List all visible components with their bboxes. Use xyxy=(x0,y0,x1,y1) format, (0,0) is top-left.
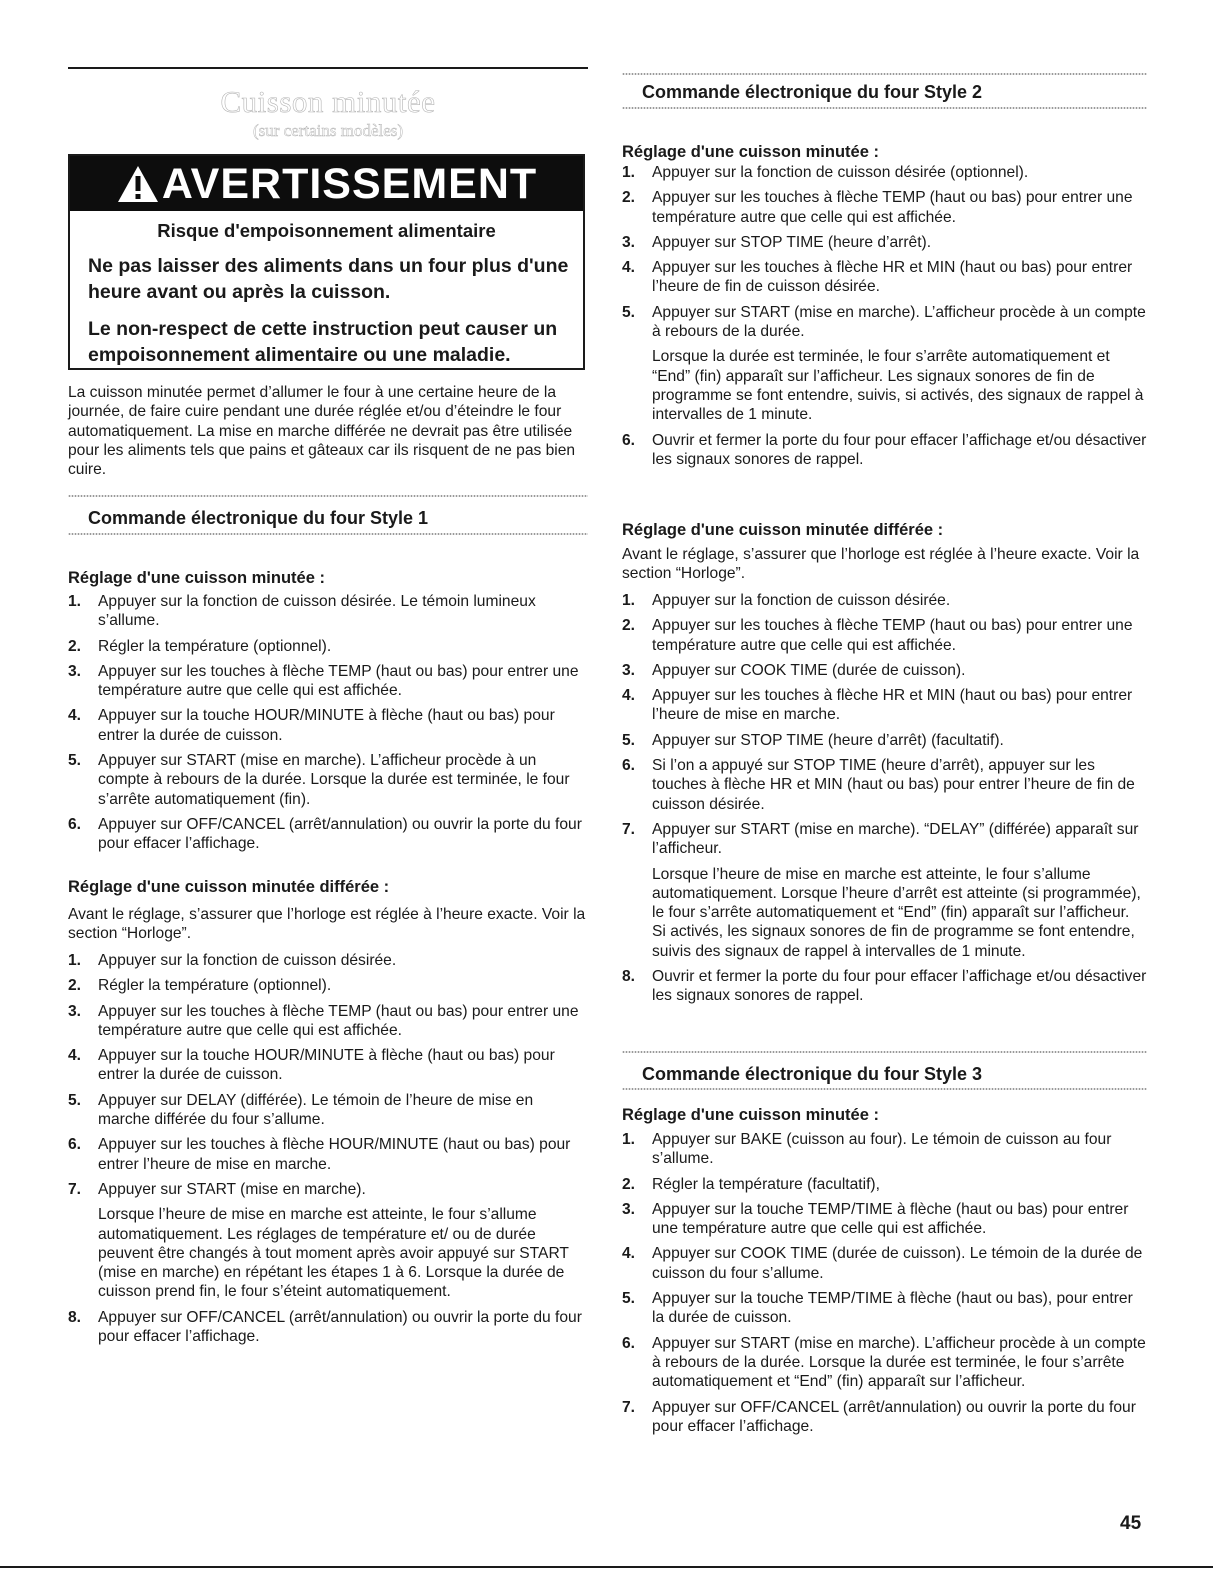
section-divider-bottom xyxy=(622,106,1147,110)
step-number: 6. xyxy=(68,1136,82,1154)
step-item xyxy=(622,820,1147,961)
step-item xyxy=(622,1175,1147,1194)
steps-delayed-style1 xyxy=(68,951,588,1352)
step-number: 2. xyxy=(68,977,82,995)
step-item xyxy=(622,1289,1147,1328)
step-text: Appuyer sur OFF/CANCEL (arrêt/annulation) ou ouvrir la porte du four pour effacer l’affichage. xyxy=(652,1398,1136,1435)
step-number: 4. xyxy=(622,687,636,705)
section-divider-top xyxy=(622,72,1147,76)
step-number: 1. xyxy=(68,593,82,610)
heading-delayed-style1: Réglage d'une cuisson minutée différée : xyxy=(68,878,390,896)
step-note: Lorsque l’heure de mise en marche est atteinte, le four s’allume automatiquement. Lorsque l’heure d’arrêt est atteinte (si programmée), le four s’arrête automatiquement et “End” (fin) apparaît sur l’afficheur. Si activés, les signaux sonores de fin de programme se font entendre, suivis des signaux de rappel à intervalles de 1 minute. xyxy=(652,865,1141,960)
step-text: Régler la température (facultatif), xyxy=(652,1175,880,1193)
step-number: 7. xyxy=(622,1398,636,1416)
step-item xyxy=(622,233,1147,252)
step-text: Appuyer sur BAKE (cuisson au four). Le témoin de cuisson au four s’allume. xyxy=(652,1131,1112,1168)
step-number: 4. xyxy=(622,1245,636,1263)
section-title-style3: Commande électronique du four Style 3 xyxy=(642,1064,983,1084)
steps-delayed-style2 xyxy=(622,591,1147,1012)
step-text: Appuyer sur les touches à flèche TEMP (haut ou bas) pour entrer une température autre que celle qui est affichée. xyxy=(652,189,1133,226)
steps-timed-style1 xyxy=(68,592,588,860)
step-text: Ouvrir et fermer la porte du four pour effacer l’affichage et/ou désactiver les signaux sonores de rappel. xyxy=(652,968,1147,1005)
step-number: 3. xyxy=(622,661,636,679)
step-text: Appuyer sur la fonction de cuisson désirée (optionnel). xyxy=(652,164,1029,181)
step-item xyxy=(622,967,1147,1006)
warning-line-1: Ne pas laisser des aliments dans un four plus d'une heure avant ou après la cuisson. xyxy=(88,255,569,303)
step-text: Appuyer sur la touche HOUR/MINUTE à flèche (haut ou bas) pour entrer la durée de cuisson. xyxy=(98,1047,555,1084)
warning-triangle-icon xyxy=(116,156,160,206)
section-divider-top xyxy=(68,494,588,498)
step-note: Lorsque l’heure de mise en marche est atteinte, le four s’allume automatiquement. Les réglages de température et/ ou de durée peuvent être changés à tout moment après avoir appuyé sur START (mise en marche) en répétant les étapes 1 à 6. Lorsque la durée de cuisson prend fin, le four s’éteint automatiquement. xyxy=(98,1206,569,1301)
step-text: Appuyer sur les touches à flèche TEMP (haut ou bas) pour entrer une température autre que celle qui est affichée. xyxy=(652,617,1133,654)
step-number: 5. xyxy=(68,1091,82,1109)
warning-risk: Risque d'empoisonnement alimentaire xyxy=(157,220,496,241)
page-title: Cuisson minutée xyxy=(220,84,436,119)
step-text: Appuyer sur les touches à flèche TEMP (haut ou bas) pour entrer une température autre que celle qui est affichée. xyxy=(98,662,579,700)
step-item xyxy=(622,303,1147,425)
step-number: 5. xyxy=(622,1290,636,1308)
step-item xyxy=(622,163,1147,182)
step-number: 8. xyxy=(68,1308,82,1326)
step-text: Appuyer sur la touche HOUR/MINUTE à flèche (haut ou bas) pour entrer la durée de cuisson. xyxy=(98,707,555,744)
step-number: 2. xyxy=(68,637,82,655)
step-item xyxy=(622,1244,1147,1283)
step-text: Appuyer sur DELAY (différée). Le témoin de l’heure de mise en marche différée du four s’allume. xyxy=(98,1091,534,1129)
step-text: Appuyer sur la fonction de cuisson désirée. xyxy=(98,952,397,969)
step-item xyxy=(622,1334,1147,1392)
warning-header-text: AVERTISSEMENT xyxy=(161,160,538,208)
section-divider-top xyxy=(622,1050,1147,1054)
step-item xyxy=(622,188,1147,227)
page-subtitle: (sur certains modèles) xyxy=(252,121,404,140)
step-number: 8. xyxy=(622,968,636,986)
step-text: Appuyer sur START (mise en marche). L’afficheur procède à un compte à rebours de la durée. xyxy=(652,303,1146,341)
step-text: Ouvrir et fermer la porte du four pour effacer l’affichage et/ou désactiver les signaux sonores de rappel. xyxy=(652,431,1147,468)
heading-delayed-style2: Réglage d'une cuisson minutée différée : xyxy=(622,521,944,539)
step-item xyxy=(622,686,1147,725)
step-number: 4. xyxy=(622,259,636,277)
step-item xyxy=(622,731,1147,750)
intro-paragraph: La cuisson minutée permet d’allumer le four à une certaine heure de la journée, de faire cuire pendant une durée réglée et/ou d’éteindre le four automatiquement. La mise en marche différée ne devrait pas être utilisée pour les aliments tels que pains et gâteaux car ils risquent de ne pas bien cuire. xyxy=(68,384,576,479)
step-number: 6. xyxy=(622,757,636,775)
step-number: 7. xyxy=(622,820,636,838)
step-item xyxy=(622,591,1147,610)
step-text: Appuyer sur OFF/CANCEL (arrêt/annulation) ou ouvrir la porte du four pour effacer l’affichage. xyxy=(98,815,582,853)
section-divider-bottom xyxy=(68,532,588,536)
step-item xyxy=(68,1180,588,1302)
step-item xyxy=(68,662,588,701)
step-number: 5. xyxy=(622,731,636,749)
step-text: Appuyer sur la touche TEMP/TIME à flèche (haut ou bas), pour entrer la durée de cuisson. xyxy=(652,1290,1133,1327)
step-item xyxy=(622,1130,1147,1169)
step-text: Appuyer sur la fonction de cuisson désirée. xyxy=(652,592,951,609)
step-item xyxy=(68,637,588,656)
step-text: Appuyer sur START (mise en marche). xyxy=(98,1180,366,1198)
step-number: 2. xyxy=(622,1175,636,1193)
heading-timed-style3: Réglage d'une cuisson minutée : xyxy=(622,1106,879,1124)
step-number: 1. xyxy=(622,592,636,609)
delayed-intro-style1: Avant le réglage, s’assurer que l’horloge est réglée à l’heure exacte. Voir la section “Horloge”. xyxy=(68,906,586,943)
step-item xyxy=(68,592,588,631)
step-number: 2. xyxy=(622,189,636,207)
step-text: Appuyer sur OFF/CANCEL (arrêt/annulation) ou ouvrir la porte du four pour effacer l’affichage. xyxy=(98,1308,582,1346)
section-title-style1: Commande électronique du four Style 1 xyxy=(88,508,429,528)
step-text: Appuyer sur START (mise en marche). “DELAY” (différée) apparaît sur l’afficheur. xyxy=(652,820,1139,858)
step-item xyxy=(622,258,1147,297)
step-number: 3. xyxy=(68,662,82,680)
step-text: Appuyer sur les touches à flèche TEMP (haut ou bas) pour entrer une température autre que celle qui est affichée. xyxy=(98,1002,579,1039)
step-item xyxy=(68,1002,588,1041)
step-number: 6. xyxy=(622,1334,636,1352)
step-number: 5. xyxy=(622,303,636,321)
step-item xyxy=(622,1398,1147,1437)
warning-box xyxy=(68,154,585,370)
step-item xyxy=(68,815,588,854)
step-number: 3. xyxy=(622,233,636,251)
warning-line-2: Le non-respect de cette instruction peut causer un empoisonnement alimentaire ou une maladie. xyxy=(88,318,558,366)
heading-timed-style1: Réglage d'une cuisson minutée : xyxy=(68,569,325,587)
step-text: Appuyer sur les touches à flèche HOUR/MINUTE (haut ou bas) pour entrer l’heure de mise en marche. xyxy=(98,1136,571,1173)
step-text: Appuyer sur COOK TIME (durée de cuisson). xyxy=(652,661,966,679)
section-divider-bottom xyxy=(622,1087,1147,1091)
step-item xyxy=(622,431,1147,470)
bottom-rule xyxy=(0,1566,1213,1568)
step-text: Si l’on a appuyé sur STOP TIME (heure d’arrêt), appuyer sur les touches à flèche HR et MIN (haut ou bas) pour entrer l’heure de fin de cuisson désirée. xyxy=(652,757,1135,813)
step-text: Appuyer sur les touches à flèche HR et MIN (haut ou bas) pour entrer l’heure de mise en marche. xyxy=(652,687,1133,724)
step-text: Appuyer sur COOK TIME (durée de cuisson). Le témoin de la durée de cuisson du four s’allume. xyxy=(652,1245,1143,1282)
step-number: 6. xyxy=(68,815,82,833)
warning-header xyxy=(70,156,583,211)
top-rule xyxy=(68,67,588,69)
step-item xyxy=(622,616,1147,655)
step-text: Appuyer sur STOP TIME (heure d’arrêt). xyxy=(652,233,932,251)
step-text: Appuyer sur START (mise en marche). L’afficheur procède à un compte à rebours de la durée. Lorsque la durée est terminée, le four s’arrête automatiquement et “End” (fin) apparaît sur l’afficheur. xyxy=(652,1334,1146,1391)
step-number: 4. xyxy=(68,1047,82,1065)
step-item xyxy=(622,756,1147,814)
step-text: Appuyer sur START (mise en marche). L’afficheur procède à un compte à rebours de la durée. Lorsque la durée est terminée, le four s’arrête automatiquement (fin). xyxy=(98,752,570,808)
step-item xyxy=(622,1200,1147,1239)
step-text: Appuyer sur les touches à flèche HR et MIN (haut ou bas) pour entrer l’heure de fin de cuisson désirée. xyxy=(652,259,1133,296)
step-item xyxy=(68,1046,588,1085)
step-item xyxy=(622,661,1147,680)
step-item xyxy=(68,1091,588,1130)
step-number: 1. xyxy=(68,952,82,969)
step-text: Régler la température (optionnel). xyxy=(98,637,332,655)
step-number: 5. xyxy=(68,752,82,770)
delayed-intro-style2: Avant le réglage, s’assurer que l’horloge est réglée à l’heure exacte. Voir la section “Horloge”. xyxy=(622,546,1140,583)
step-number: 3. xyxy=(68,1002,82,1020)
step-number: 2. xyxy=(622,617,636,635)
step-item xyxy=(68,951,588,970)
step-item xyxy=(68,976,588,995)
step-item xyxy=(68,1308,588,1347)
steps-timed-style2 xyxy=(622,163,1147,475)
heading-timed-style2: Réglage d'une cuisson minutée : xyxy=(622,143,879,161)
step-text: Régler la température (optionnel). xyxy=(98,977,332,995)
steps-timed-style3 xyxy=(622,1130,1147,1442)
step-item xyxy=(68,1135,588,1174)
step-item xyxy=(68,751,588,809)
step-item xyxy=(68,706,588,745)
step-number: 1. xyxy=(622,1131,636,1148)
step-number: 1. xyxy=(622,164,636,181)
page-number: 45 xyxy=(1120,1513,1142,1534)
step-text: Appuyer sur la fonction de cuisson désirée. Le témoin lumineux s’allume. xyxy=(98,593,536,630)
step-number: 3. xyxy=(622,1200,636,1218)
step-text: Appuyer sur la touche TEMP/TIME à flèche (haut ou bas) pour entrer une température autre que celle qui est affichée. xyxy=(652,1200,1129,1238)
step-number: 6. xyxy=(622,431,636,449)
section-title-style2: Commande électronique du four Style 2 xyxy=(642,82,983,102)
step-note: Lorsque la durée est terminée, le four s’arrête automatiquement et “End” (fin) apparaît sur l’afficheur. Les signaux sonores de fin de programme se font entendre, suivis, si activés, des signaux de rappel à intervalles de 1 minute. xyxy=(652,348,1144,424)
step-number: 4. xyxy=(68,707,82,725)
step-text: Appuyer sur STOP TIME (heure d’arrêt) (facultatif). xyxy=(652,731,1004,749)
step-number: 7. xyxy=(68,1180,82,1198)
